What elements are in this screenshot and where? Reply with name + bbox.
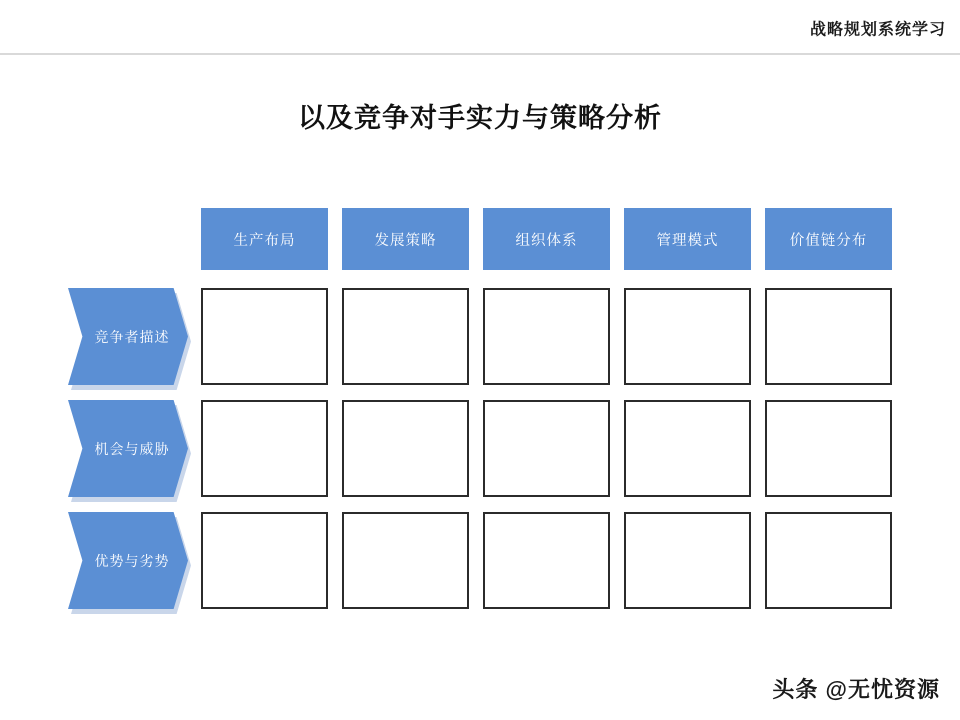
row-label-text: 机会与威胁 xyxy=(94,440,170,457)
column-header-label: 生产布局 xyxy=(233,232,296,249)
slide-header xyxy=(0,0,960,54)
header-title: 战略规划系统学习 xyxy=(809,21,946,39)
matrix-cell[interactable] xyxy=(201,400,328,497)
row-label-text: 优势与劣势 xyxy=(94,552,170,569)
column-header-management-mode xyxy=(624,208,751,270)
competitor-analysis-matrix xyxy=(68,208,892,628)
matrix-cell[interactable] xyxy=(483,400,610,497)
column-header-label: 价值链分布 xyxy=(789,232,868,249)
matrix-cell[interactable] xyxy=(765,288,892,385)
matrix-column-headers xyxy=(201,208,892,270)
footer-watermark: 头条 @无忧资源 xyxy=(772,677,940,702)
matrix-cell[interactable] xyxy=(342,288,469,385)
matrix-cell[interactable] xyxy=(624,400,751,497)
matrix-cell[interactable] xyxy=(342,400,469,497)
matrix-cell[interactable] xyxy=(765,400,892,497)
row-label-competitor-description xyxy=(68,288,188,385)
page-title: 以及竞争对手实力与策略分析 xyxy=(298,103,662,133)
column-header-label: 组织体系 xyxy=(515,232,578,249)
matrix-cell[interactable] xyxy=(765,512,892,609)
matrix-cell[interactable] xyxy=(483,512,610,609)
row-label-strengths-weaknesses xyxy=(68,512,188,609)
row-label-text: 竞争者描述 xyxy=(94,328,170,345)
column-header-production-layout xyxy=(201,208,328,270)
matrix-cell[interactable] xyxy=(201,288,328,385)
column-header-label: 发展策略 xyxy=(374,232,437,249)
column-header-value-chain xyxy=(765,208,892,270)
header-divider xyxy=(0,53,960,55)
row-label-opportunities-threats xyxy=(68,400,188,497)
matrix-cell[interactable] xyxy=(201,512,328,609)
matrix-cell[interactable] xyxy=(624,288,751,385)
column-header-organization-system xyxy=(483,208,610,270)
matrix-cell[interactable] xyxy=(342,512,469,609)
column-header-development-strategy xyxy=(342,208,469,270)
matrix-cell[interactable] xyxy=(624,512,751,609)
column-header-label: 管理模式 xyxy=(656,232,719,249)
matrix-cell[interactable] xyxy=(483,288,610,385)
